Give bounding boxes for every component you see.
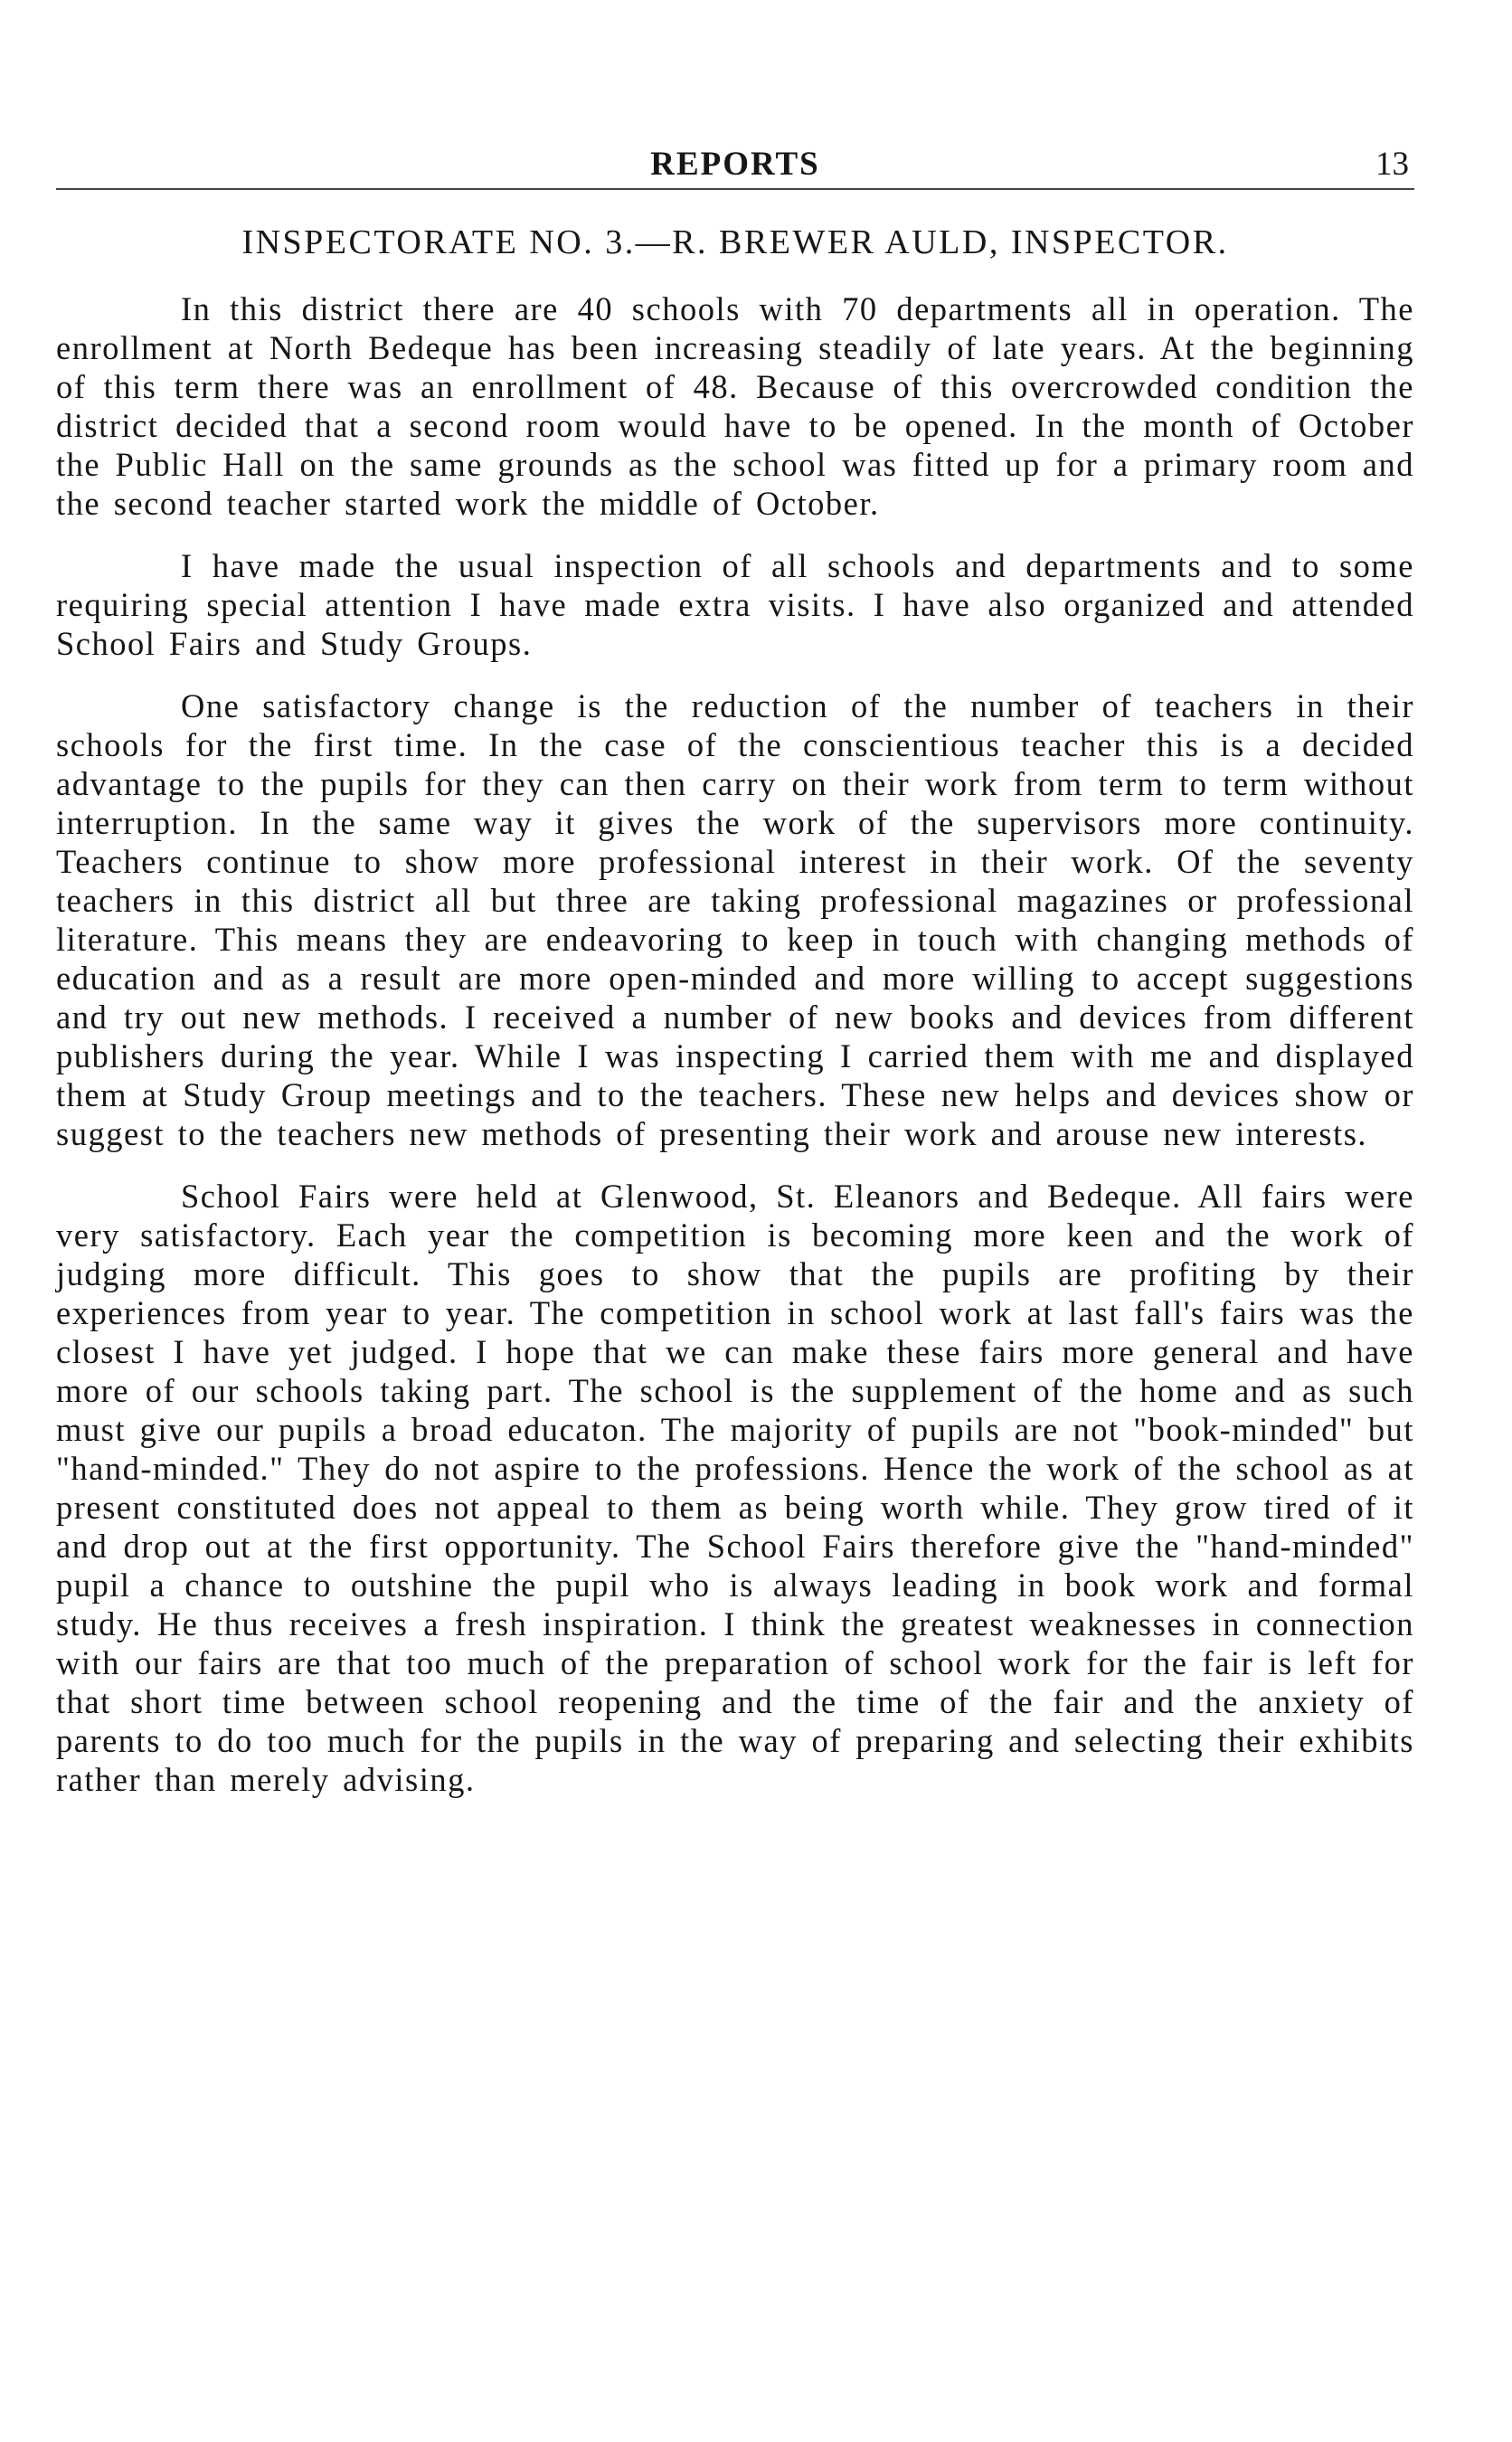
- report-body: [56, 289, 1414, 1799]
- paragraph-inspection: I have made the usual inspection of all schools and departments and to some requiring special attention I have made extra visits. I have also organized and attended School Fairs and Study Groups.: [56, 547, 1414, 662]
- document-page: [56, 134, 1414, 1822]
- running-header: [56, 134, 1414, 190]
- page-number: 13: [1375, 146, 1409, 183]
- paragraph-teachers: One satisfactory change is the reduction of the number of teachers in their schools for the first time. In the case of the conscientious teacher this is a decided advantage to the pupils for they can then carry on their work from term to term without interruption. In the same way it gives the work of the supervisors more continuity. Teachers continue to show more professional interest in their work. Of the seventy teachers in this district all but three are taking professional magazines or professional literature. This means they are endeavoring to keep in touch with changing methods of education and as a result are more open-minded and more willing to accept suggestions and try out new methods. I received a number of new books and devices from different publishers during the year. While I was inspecting I carried them with me and displayed them at Study Group meetings and to the teachers. These new helps and devices show or suggest to the teachers new methods of presenting their work and arouse new interests.: [56, 687, 1414, 1152]
- running-title: REPORTS: [650, 146, 820, 183]
- paragraph-enrollment: In this district there are 40 schools with 70 departments all in operation. The enrollment at North Bedeque has been increasing steadily of late years. At the beginning of this term there was an enrollment of 48. Because of this overcrowded condition the district decided that a second room would have to be opened. In the month of October the Public Hall on the same grounds as the school was fitted up for a primary room and the second teacher started work the middle of October.: [56, 290, 1414, 522]
- article-heading: INSPECTORATE NO. 3.—R. BREWER AULD, INSPECTOR.: [241, 223, 1229, 261]
- paragraph-school-fairs: School Fairs were held at Glenwood, St. Eleanors and Bedeque. All fairs were very satisfactory. Each year the competition is becoming more keen and the work of judging more difficult. This goes to show that the pupils are profiting by their experiences from year to year. The competition in school work at last fall's fairs was the closest I have yet judged. I hope that we can make these fairs more general and have more of our schools taking part. The school is the supplement of the home and as such must give our pupils a broad educaton. The majority of pupils are not "book-minded" but "hand-minded." They do not aspire to the professions. Hence the work of the school as at present constituted does not appeal to them as being worth while. They grow tired of it and drop out at the first opportunity. The School Fairs therefore give the "hand-minded" pupil a chance to outshine the pupil who is always leading in book work and formal study. He thus receives a fresh inspiration. I think the greatest weaknesses in connection with our fairs are that too much of the preparation of school work for the fair is left for that short time between school reopening and the time of the fair and the anxiety of parents to do too much for the pupils in the way of preparing and selecting their exhibits rather than merely advising.: [56, 1178, 1414, 1798]
